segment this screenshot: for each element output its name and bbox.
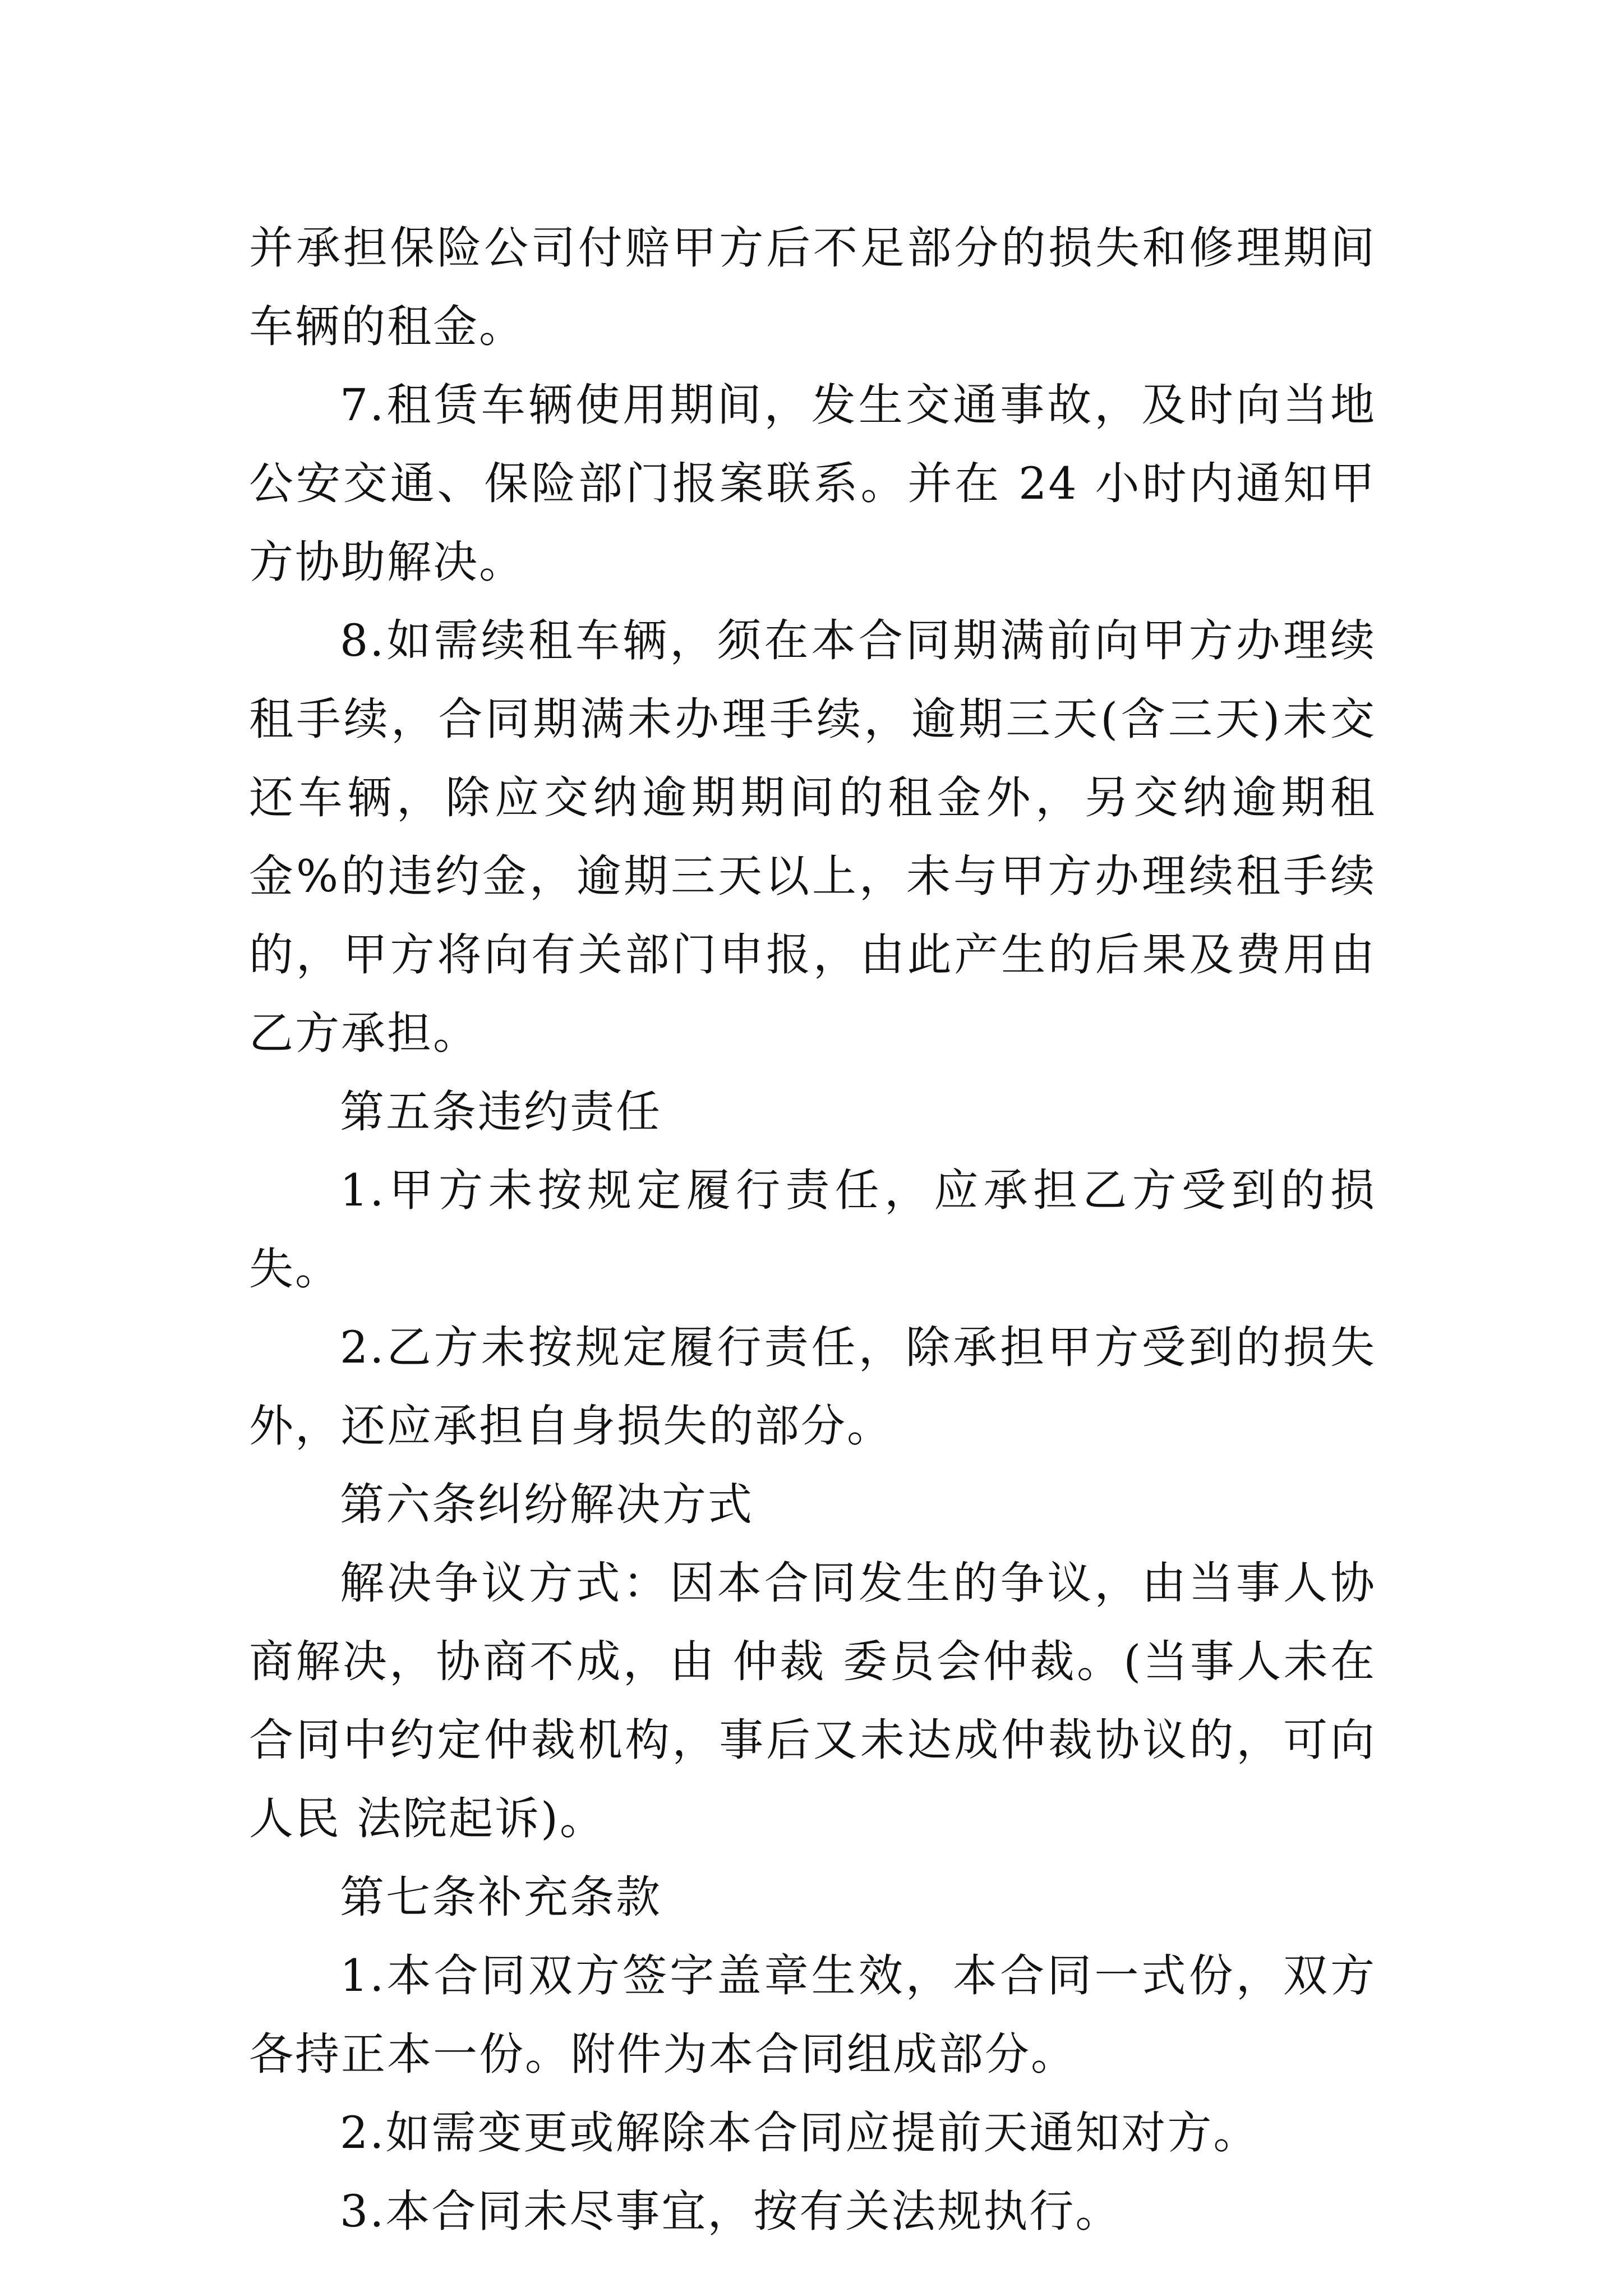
paragraph-clause-7-accident: 7.租赁车辆使用期间，发生交通事故，及时向当地公安交通、保险部门报案联系。并在 24 小时内通知甲方协助解决。 xyxy=(249,379,1376,588)
paragraph-liability-1: 1.甲方未按规定履行责任，应承担乙方受到的损失。 xyxy=(249,1165,1376,1295)
paragraph-dispute-resolution: 解决争议方式：因本合同发生的争议，由当事人协商解决，协商不成，由 仲裁 委员会仲裁。(当事人未在合同中约定仲裁机构，事后又未达成仲裁协议的，可向人民 法院起诉)。 xyxy=(249,1557,1376,1844)
paragraph-supplementary-1: 1.本合同双方签字盖章生效，本合同一式份，双方各持正本一份。附件为本合同组成部分。 xyxy=(249,1950,1376,2080)
paragraph-insurance-continuation: 并承担保险公司付赔甲方后不足部分的损失和修理期间车辆的租金。 xyxy=(249,222,1376,352)
heading-article-7-supplementary: 第七条补充条款 xyxy=(340,1871,662,1923)
heading-article-6-disputes: 第六条纠纷解决方式 xyxy=(340,1479,754,1530)
paragraph-clause-8-renewal: 8.如需续租车辆，须在本合同期满前向甲方办理续租手续，合同期满未办理手续，逾期三天(含三天)未交还车辆，除应交纳逾期期间的租金外，另交纳逾期租金%的违约金，逾期三天以上，未与甲方办理续租手续的，甲方将向有关部门申报，由此产生的后果及费用由乙方承担。 xyxy=(249,615,1376,1059)
paragraph-supplementary-3: 3.本合同未尽事宜，按有关法规执行。 xyxy=(340,2185,1122,2237)
paragraph-supplementary-2: 2.如需变更或解除本合同应提前天通知对方。 xyxy=(340,2107,1260,2159)
contract-body xyxy=(249,209,1376,2251)
paragraph-liability-2: 2.乙方未按规定履行责任，除承担甲方受到的损失外，还应承担自身损失的部分。 xyxy=(249,1322,1376,1452)
heading-article-5-liability: 第五条违约责任 xyxy=(340,1086,662,1138)
